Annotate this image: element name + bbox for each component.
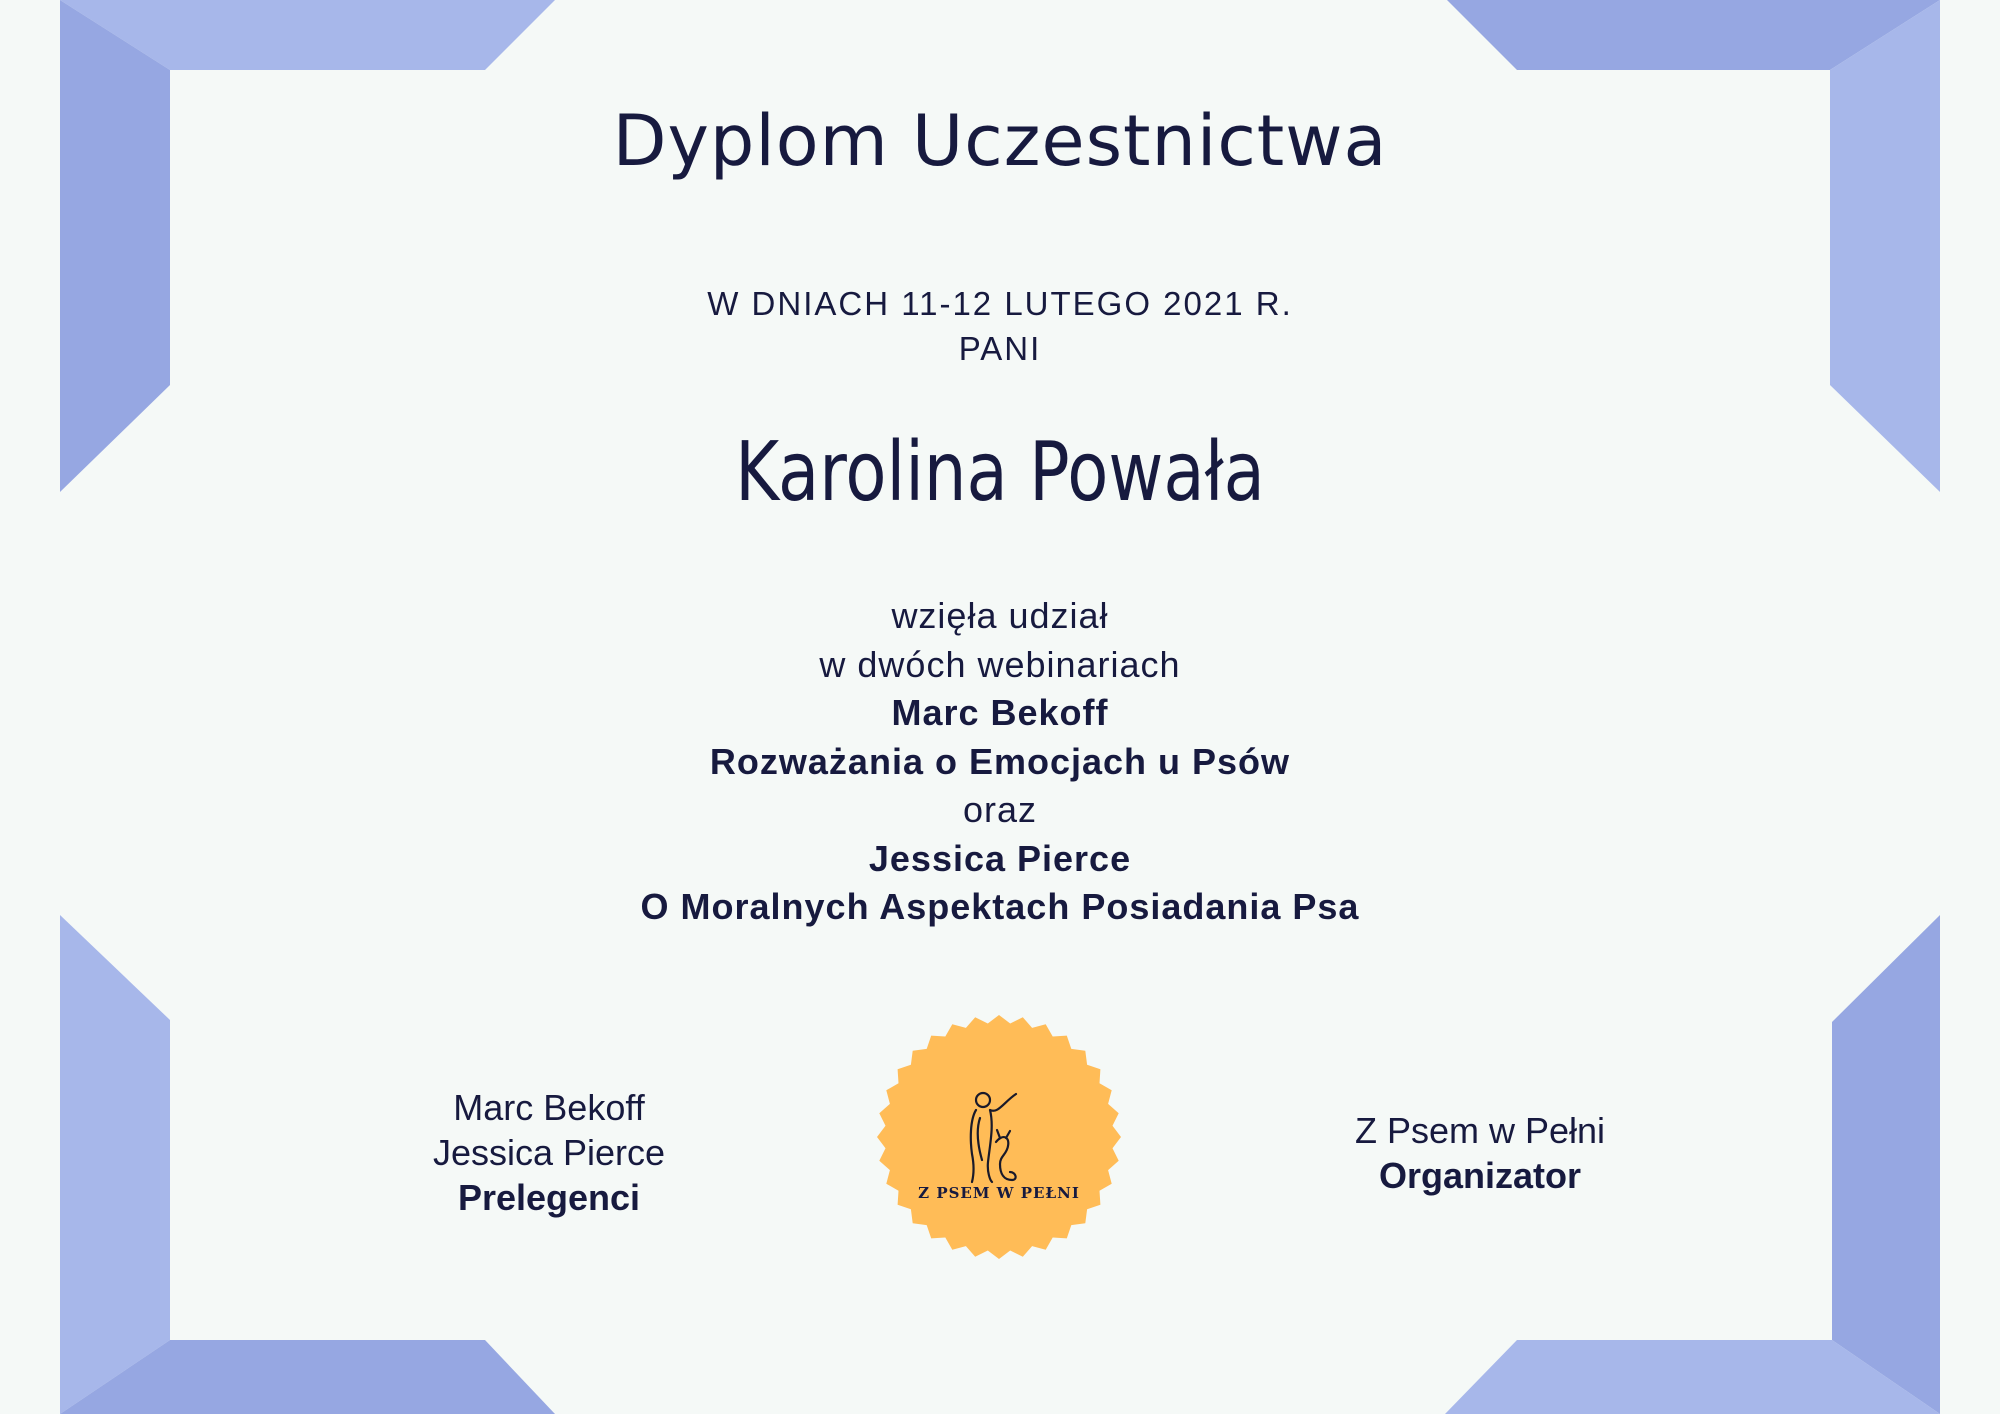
- recipient-name: Karolina Powała: [735, 425, 1265, 520]
- topic-2: O Moralnych Aspektach Posiadania Psa: [640, 886, 1360, 927]
- speaker-1: Marc Bekoff: [891, 692, 1109, 733]
- signature-speakers-role: Prelegenci: [457, 1177, 641, 1218]
- frame-top-left-side: [60, 0, 170, 492]
- topic-1: Rozważania o Emocjach u Psów: [709, 740, 1291, 782]
- organizer-name: Z Psem w Pełni: [1354, 1110, 1606, 1151]
- certificate-body: [0, 592, 2000, 932]
- speaker-2: Jessica Pierce: [868, 837, 1132, 879]
- conjunction: oraz: [962, 789, 1038, 830]
- seal-badge: [876, 1014, 1122, 1260]
- certificate-title: Dyplom Uczestnictwa: [612, 100, 1388, 182]
- organizer-role: Organizator: [1378, 1155, 1582, 1196]
- event-dates: W DNIACH 11-12 LUTEGO 2021 R.: [707, 285, 1293, 322]
- signature-organizer: [1280, 1108, 1680, 1198]
- body-line-webinars: w dwóch webinariach: [819, 643, 1181, 685]
- frame-top-right-side: [1830, 0, 1940, 492]
- frame-bottom-left-side: [60, 915, 170, 1414]
- signature-speaker-1: Marc Bekoff: [453, 1087, 645, 1128]
- body-line-participation: wzięła udział: [891, 595, 1109, 636]
- signature-speakers: [349, 1085, 749, 1220]
- signature-speaker-2: Jessica Pierce: [432, 1132, 666, 1173]
- frame-bottom-right-side: [1832, 915, 1940, 1414]
- salutation: PANI: [958, 330, 1042, 367]
- seal-text: Z PSEM W PEŁNI: [918, 1184, 1080, 1202]
